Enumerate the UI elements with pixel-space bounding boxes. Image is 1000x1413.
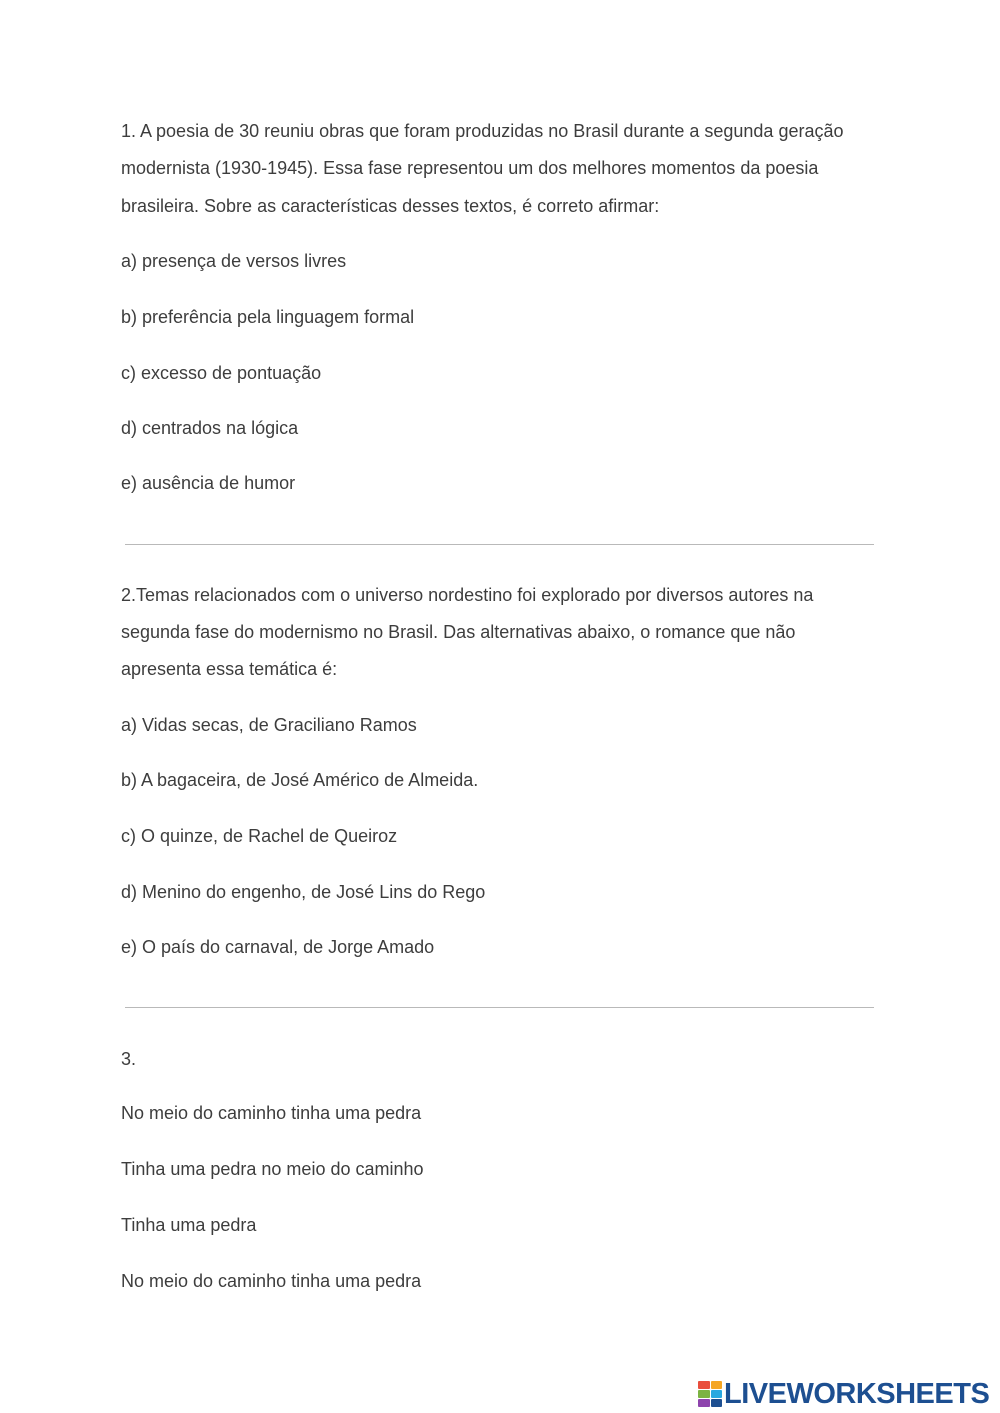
question-1-option-d: d) centrados na lógica	[121, 418, 299, 438]
question-2-stem-line-1: 2.Temas relacionados com o universo nordestino foi explorado por diversos autores na	[121, 585, 814, 605]
question-2-option-e: e) O país do carnaval, de Jorge Amado	[121, 937, 435, 957]
poem-line-4: No meio do caminho tinha uma pedra	[121, 1271, 422, 1291]
question-2-option-a: a) Vidas secas, de Graciliano Ramos	[121, 715, 417, 735]
question-1-option-a: a) presença de versos livres	[121, 251, 347, 271]
poem-line-2: Tinha uma pedra no meio do caminho	[121, 1159, 424, 1179]
question-2-option-b: b) A bagaceira, de José Américo de Almeida.	[121, 770, 479, 790]
question-3-number: 3.	[121, 1049, 137, 1069]
liveworksheets-logo	[698, 1379, 989, 1409]
question-2-stem-line-2: segunda fase do modernismo no Brasil. Das alternativas abaixo, o romance que não	[121, 622, 796, 642]
poem-line-3: Tinha uma pedra	[121, 1215, 257, 1235]
question-1-option-c: c) excesso de pontuação	[121, 363, 322, 383]
liveworksheets-icon	[698, 1381, 722, 1407]
question-2-option-c: c) O quinze, de Rachel de Queiroz	[121, 826, 398, 846]
question-2-stem-line-3: apresenta essa temática é:	[121, 659, 338, 679]
divider	[125, 1007, 874, 1008]
question-1-option-e: e) ausência de humor	[121, 473, 296, 493]
question-2-option-d: d) Menino do engenho, de José Lins do Rego	[121, 882, 486, 902]
question-1-stem-line-2: modernista (1930-1945). Essa fase representou um dos melhores momentos da poesia	[121, 158, 819, 178]
poem-line-1: No meio do caminho tinha uma pedra	[121, 1103, 422, 1123]
liveworksheets-wordmark: LIVEWORKSHEETS	[724, 1378, 990, 1410]
divider	[125, 544, 874, 545]
question-1-option-b: b) preferência pela linguagem formal	[121, 307, 415, 327]
question-1-stem-line-3: brasileira. Sobre as características desses textos, é correto afirmar:	[121, 196, 660, 216]
question-1-stem-line-1: 1. A poesia de 30 reuniu obras que foram produzidas no Brasil durante a segunda geração	[121, 121, 844, 141]
